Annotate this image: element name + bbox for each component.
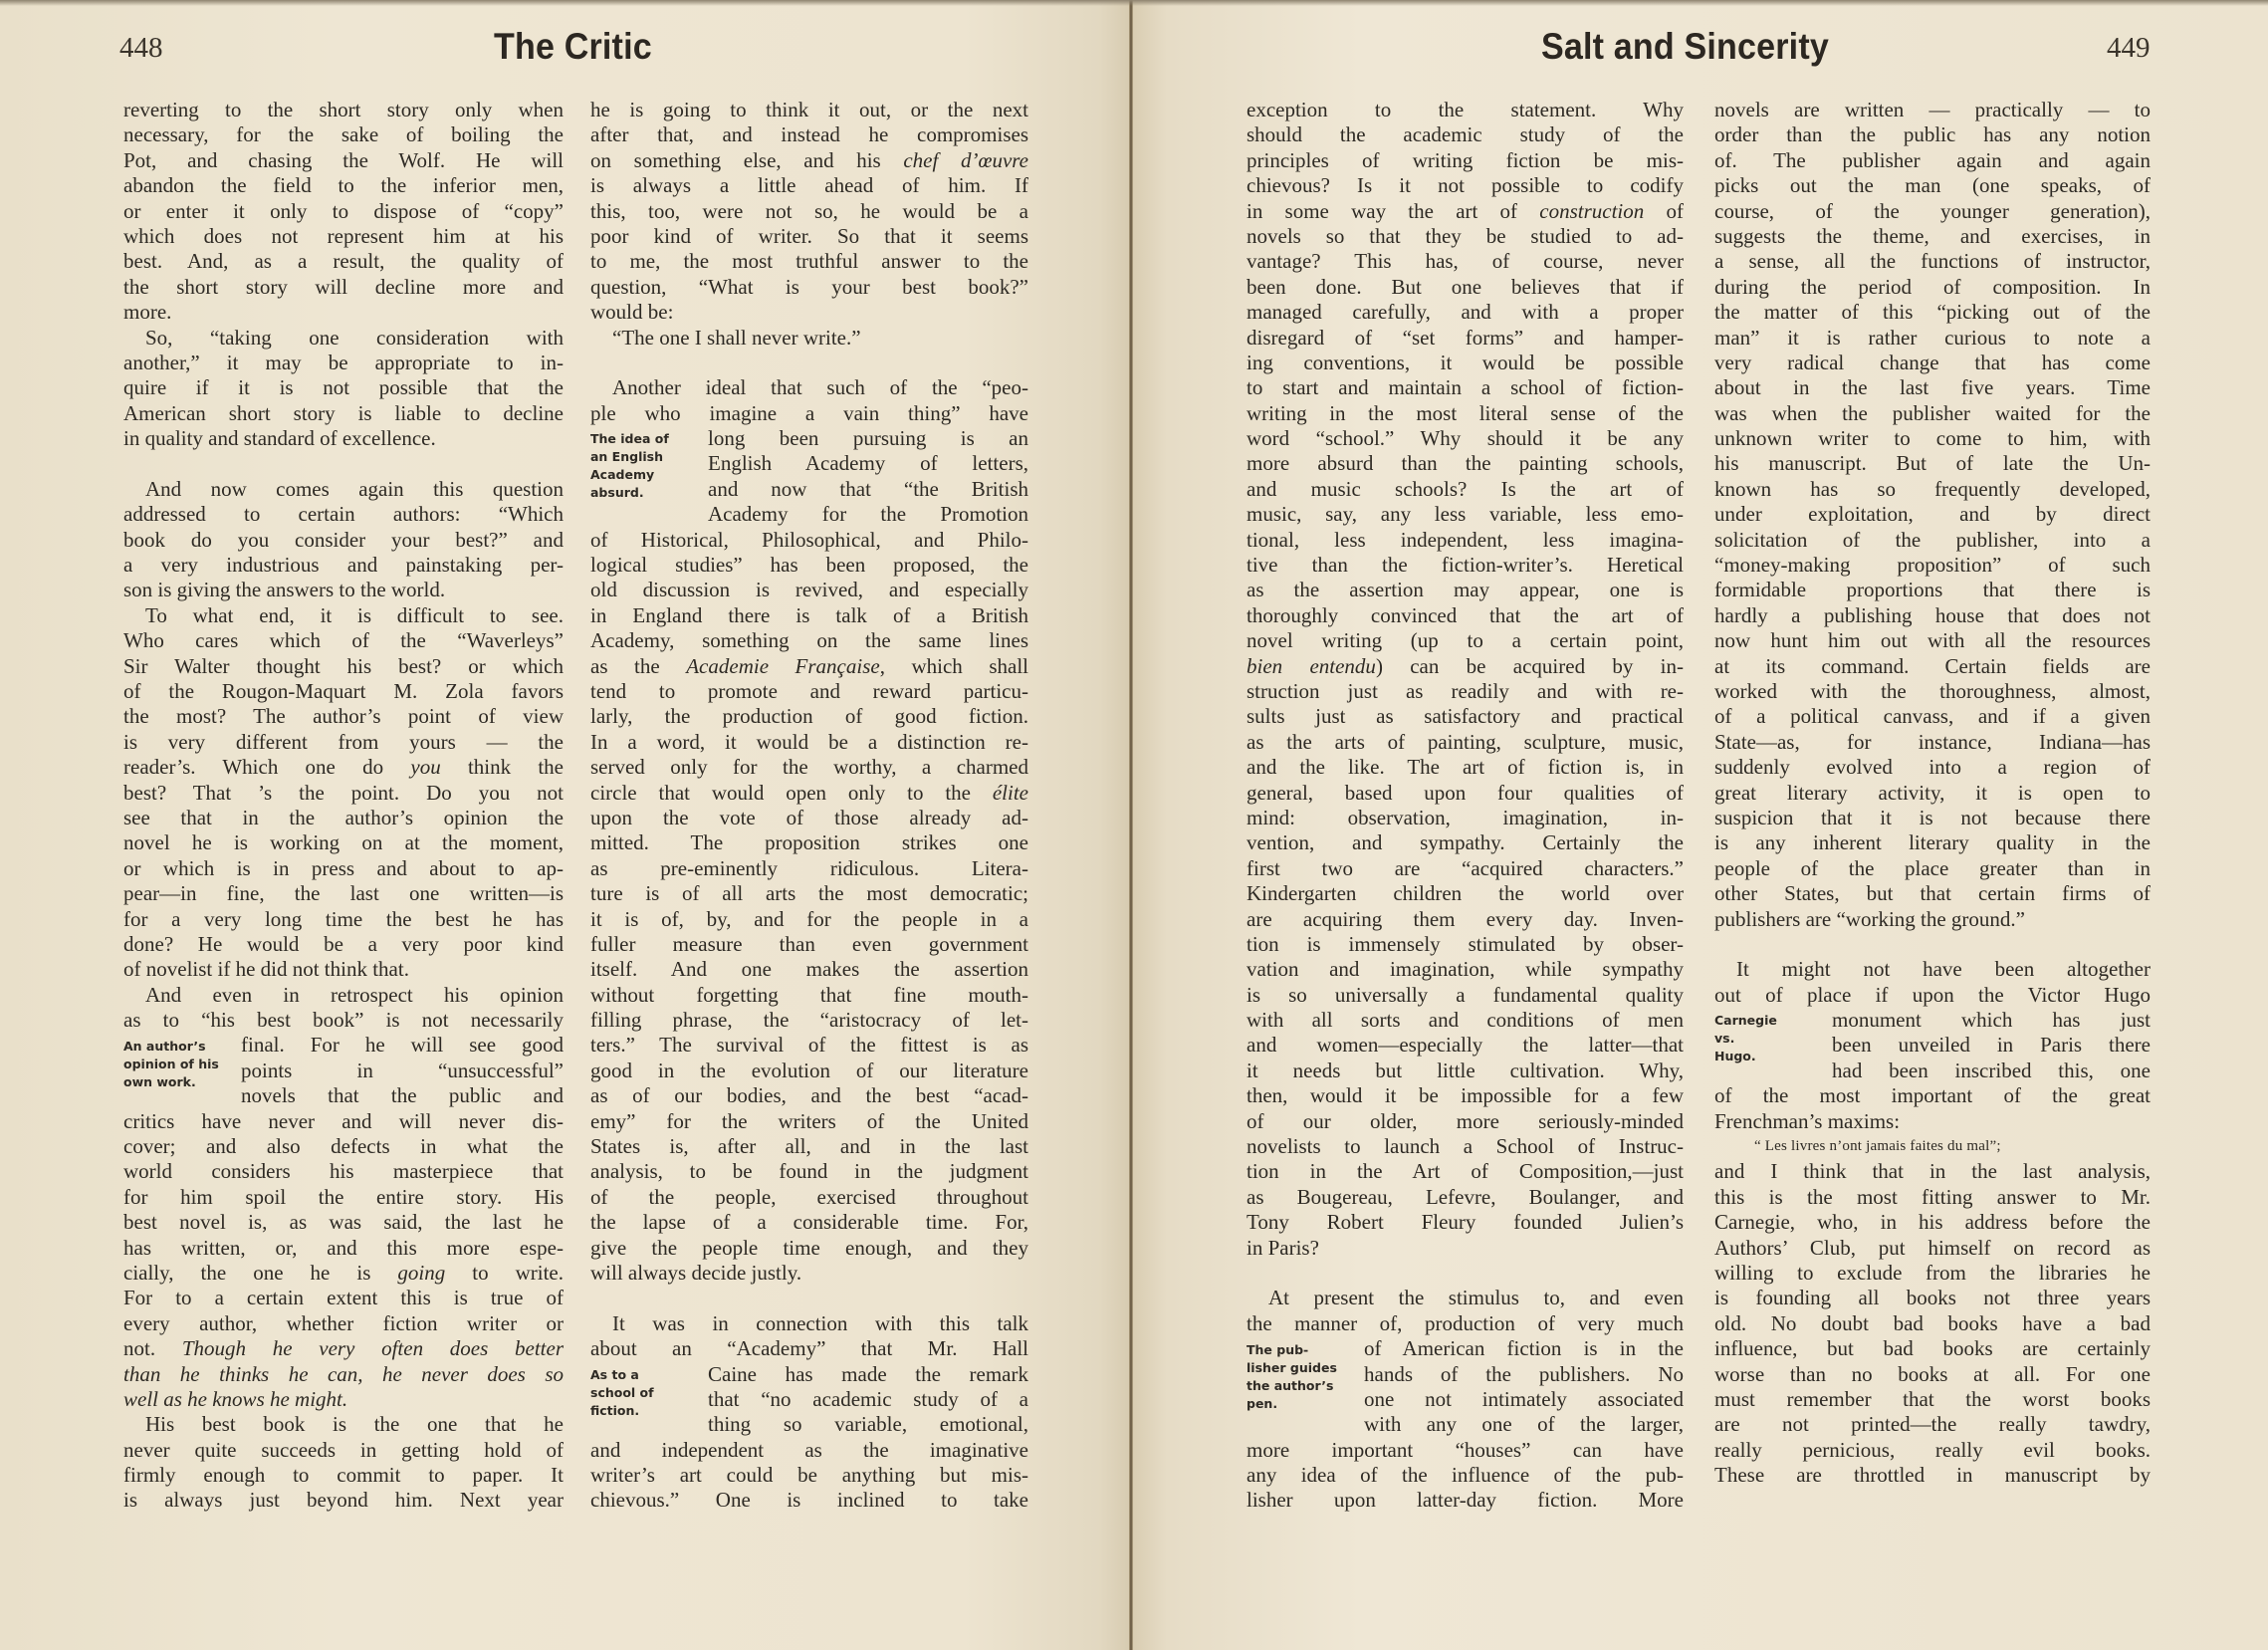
text-line: the matter of this “picking out of the bbox=[1714, 300, 2151, 325]
text-line: this, too, were not so, he would be a bbox=[590, 198, 1028, 223]
text-line: Academy, something on the same lines bbox=[590, 628, 1028, 653]
margin-sidenote bbox=[590, 430, 669, 502]
text-line: been unveiled in Paris there bbox=[1832, 1033, 2151, 1058]
text-line: reverting to the short story only when bbox=[123, 98, 564, 121]
text-line: and I think that in the last analysis, bbox=[1714, 1159, 2151, 1184]
text-line: as to “his best book” is not necessarily bbox=[123, 1008, 564, 1033]
text-line bbox=[123, 1362, 564, 1387]
text-line: publishers are “working the ground.” bbox=[1714, 906, 2025, 931]
text-line: novel writing (up to a certain point, bbox=[1247, 628, 1684, 653]
text-line: more absurd than the painting schools, bbox=[1247, 451, 1684, 476]
text-line: Sir Walter thought his best? or which bbox=[123, 653, 564, 678]
text-line: very radical change that has come bbox=[1714, 350, 2151, 374]
page-number-left: 448 bbox=[119, 32, 163, 64]
text-line: one not intimately associated bbox=[1364, 1386, 1684, 1411]
text-line: good in the evolution of our literature bbox=[590, 1058, 1028, 1082]
text-line: is founding all books not three years bbox=[1714, 1286, 2151, 1310]
text-line: of the most important of the great bbox=[1714, 1083, 2151, 1108]
text-line: influence, but bad books are certainly bbox=[1714, 1336, 2151, 1361]
text-line: the most? The author’s point of view bbox=[123, 704, 564, 729]
text-line: tive than the fiction-writer’s. Heretical bbox=[1247, 553, 1684, 578]
text-line: the lapse of a considerable time. For, bbox=[590, 1210, 1028, 1235]
text-line: and independent as the imaginative bbox=[590, 1437, 1028, 1462]
text-line: willing to exclude from the libraries he bbox=[1714, 1260, 2151, 1285]
paragraph-break bbox=[590, 1286, 1028, 1310]
text-line: not. Though he very often does better bbox=[123, 1336, 564, 1361]
text-line: tend to promote and reward particu- bbox=[590, 678, 1028, 703]
text-line: any idea of the influence of the pub- bbox=[1247, 1463, 1684, 1488]
text-line: about in the last five years. Time bbox=[1714, 375, 2151, 400]
text-line: addressed to certain authors: “Which bbox=[123, 502, 564, 527]
text-line: with all sorts and conditions of men bbox=[1247, 1008, 1684, 1033]
text-column bbox=[590, 98, 1028, 1514]
text-line: quire if it is not possible that the bbox=[123, 375, 564, 400]
text-line: served only for the worthy, a charmed bbox=[590, 755, 1028, 780]
text-line: in some way the art of construction of bbox=[1247, 198, 1684, 223]
text-line: And now comes again this question bbox=[145, 476, 564, 501]
text-line: “money-making proposition” of such bbox=[1714, 553, 2151, 578]
italic-text: Though he very often does better bbox=[181, 1336, 564, 1361]
text-line: it needs but little cultivation. Why, bbox=[1247, 1058, 1684, 1082]
text-line: managed carefully, and with a proper bbox=[1247, 300, 1684, 325]
text-line bbox=[123, 1387, 564, 1412]
text-line: general, based upon four qualities of bbox=[1247, 780, 1684, 805]
text-line: of the people, exercised throughout bbox=[590, 1184, 1028, 1209]
text-line: Academy for the Promotion bbox=[708, 502, 1028, 527]
text-line: as the Academie Française, which shall bbox=[590, 653, 1028, 678]
text-line: under exploitation, and by direct bbox=[1714, 502, 2151, 527]
text-line: In a word, it would be a distinction re- bbox=[590, 729, 1028, 754]
text-line: Caine has made the remark bbox=[708, 1361, 1028, 1386]
text-line: in quality and standard of excellence. bbox=[123, 426, 436, 451]
text-line: Carnegie, who, in his address before the bbox=[1714, 1210, 2151, 1235]
text-line: course, of the younger generation), bbox=[1714, 198, 2151, 223]
text-line: or enter it only to dispose of “copy” bbox=[123, 198, 564, 223]
text-line: it is of, by, and for the people in a bbox=[590, 906, 1028, 931]
page-number-right: 449 bbox=[2107, 32, 2151, 64]
text-line: States is, after all, and in the last bbox=[590, 1134, 1028, 1159]
sidenote-line: vs. bbox=[1714, 1031, 1735, 1047]
text-line: English Academy of letters, bbox=[708, 451, 1028, 476]
text-line: the manner of, production of very much bbox=[1247, 1310, 1684, 1335]
text-line: is always a little ahead of him. If bbox=[590, 173, 1028, 198]
text-line: are acquiring them every day. Inven- bbox=[1247, 906, 1684, 931]
text-line: book do you consider your best?” and bbox=[123, 527, 564, 552]
text-line: fuller measure than even government bbox=[590, 931, 1028, 956]
text-line: chievous? Is it not possible to codify bbox=[1247, 173, 1684, 198]
text-line: It was in connection with this talk bbox=[612, 1310, 1028, 1335]
text-line: ture is of all arts the most democratic; bbox=[590, 881, 1028, 906]
sidenote-line: An author’s bbox=[123, 1038, 206, 1054]
margin-sidenote bbox=[1714, 1012, 1777, 1065]
margin-sidenote bbox=[123, 1038, 219, 1091]
sidenote-line: an English bbox=[590, 449, 663, 465]
italic-text: you bbox=[410, 755, 441, 780]
running-head-right: Salt and Sincerity bbox=[1541, 26, 1829, 67]
italic-text: going bbox=[397, 1260, 446, 1285]
margin-sidenote bbox=[590, 1366, 654, 1420]
text-line: poor kind of writer. So that it seems bbox=[590, 223, 1028, 248]
text-line: tion is immensely stimulated by obser- bbox=[1247, 931, 1684, 956]
text-line: At present the stimulus to, and even bbox=[1268, 1286, 1684, 1310]
text-line: novels are written — practically — to bbox=[1714, 98, 2151, 121]
sidenote-line: pen. bbox=[1247, 1395, 1278, 1411]
text-line: suspicion that it is not because there bbox=[1714, 805, 2151, 829]
text-line: novels so that they be studied to ad- bbox=[1247, 223, 1684, 248]
text-line: would be: bbox=[590, 300, 674, 325]
text-line: ing conventions, it would be possible bbox=[1247, 350, 1684, 374]
text-line: itself. And one makes the assertion bbox=[590, 957, 1028, 982]
text-line: lisher upon latter-day fiction. More bbox=[1247, 1488, 1684, 1513]
text-line: “The one I shall never write.” bbox=[612, 325, 861, 350]
text-line: which does not represent him at his bbox=[123, 223, 564, 248]
text-line: of a political canvass, and if a given bbox=[1714, 704, 2151, 729]
text-line: without forgetting that fine mouth- bbox=[590, 982, 1028, 1007]
text-line: to start and maintain a school of fiction- bbox=[1247, 375, 1684, 400]
text-line: will always decide justly. bbox=[590, 1260, 802, 1285]
text-line: novelists to launch a School of Instruc- bbox=[1247, 1134, 1684, 1159]
text-line: word “school.” Why should it be any bbox=[1247, 426, 1684, 451]
text-line: as the arts of painting, sculpture, music, bbox=[1247, 729, 1684, 754]
sidenote-line: fiction. bbox=[590, 1403, 640, 1418]
text-line: his manuscript. But of late the Un- bbox=[1714, 451, 2151, 476]
sidenote-line: opinion of his bbox=[123, 1056, 219, 1071]
text-line: of. The publisher again and again bbox=[1714, 147, 2151, 172]
text-line: analysis, to be found in the judgment bbox=[590, 1159, 1028, 1184]
running-head-left: The Critic bbox=[494, 26, 652, 67]
text-line: old discussion is revived, and especially bbox=[590, 578, 1028, 602]
text-line: see that in the author’s opinion the bbox=[123, 805, 564, 829]
text-line: give the people time enough, and they bbox=[590, 1235, 1028, 1260]
text-line: for him spoil the entire story. His bbox=[123, 1184, 564, 1209]
text-line: more. bbox=[123, 300, 172, 325]
text-line: suddenly evolved into a region of bbox=[1714, 755, 2151, 780]
text-line: had been inscribed this, one bbox=[1832, 1058, 2151, 1082]
sidenote-line: school of bbox=[590, 1385, 654, 1400]
sidenote-line: The pub- bbox=[1247, 1341, 1309, 1357]
text-line: Another ideal that such of the “peo- bbox=[612, 375, 1028, 400]
text-line: suggests the theme, and exercises, in bbox=[1714, 223, 2151, 248]
text-line: vention, and sympathy. Certainly the bbox=[1247, 830, 1684, 855]
text-line: a very industrious and painstaking per- bbox=[123, 553, 564, 578]
text-line: Tony Robert Fleury founded Julien’s bbox=[1247, 1210, 1684, 1235]
text-line: is always just beyond him. Next year bbox=[123, 1488, 564, 1513]
text-line: great literary activity, it is open to bbox=[1714, 780, 2151, 805]
text-line: It might not have been altogether bbox=[1736, 957, 2151, 982]
text-line: of the Rougon-Maquart M. Zola favors bbox=[123, 678, 564, 703]
text-line: Frenchman’s maxims: bbox=[1714, 1108, 1901, 1133]
text-line: best. And, as a result, the quality of bbox=[123, 249, 564, 274]
text-line: was when the publisher waited for the bbox=[1714, 400, 2151, 425]
text-line: worked with the thoroughness, almost, bbox=[1714, 678, 2151, 703]
text-line: of our older, more seriously-minded bbox=[1247, 1108, 1684, 1133]
italic-text: élite bbox=[992, 780, 1028, 805]
text-line: Pot, and chasing the Wolf. He will bbox=[123, 147, 564, 172]
text-line: best novel is, as was said, the last he bbox=[123, 1210, 564, 1235]
text-line: ple who imagine a vain thing” have bbox=[590, 400, 1028, 425]
paragraph-break bbox=[1714, 932, 2151, 957]
text-line: State—as, for instance, Indiana—has bbox=[1714, 729, 2151, 754]
text-column bbox=[1247, 98, 1684, 1514]
text-line: that “no academic study of a bbox=[708, 1386, 1028, 1411]
text-line: is any inherent literary quality in the bbox=[1714, 830, 2151, 855]
text-line: question, “What is your best book?” bbox=[590, 274, 1028, 299]
text-line: So, “taking one consideration with bbox=[145, 325, 564, 350]
text-line: world considers his masterpiece that bbox=[123, 1159, 564, 1184]
text-line: Authors’ Club, put himself on record as bbox=[1714, 1235, 2151, 1260]
text-line: mitted. The proposition strikes one bbox=[590, 830, 1028, 855]
text-line: And even in retrospect his opinion bbox=[145, 982, 564, 1007]
text-line: struction just as readily and with re- bbox=[1247, 678, 1684, 703]
italic-text: than he thinks he can, he never does so bbox=[123, 1361, 564, 1386]
text-line: long been pursuing is an bbox=[708, 426, 1028, 451]
text-line: upon the vote of those already ad- bbox=[590, 805, 1028, 829]
text-line: American short story is liable to decline bbox=[123, 400, 564, 425]
text-line: of American fiction is in the bbox=[1364, 1336, 1684, 1361]
sidenote-line: absurd. bbox=[590, 485, 644, 501]
text-line: out of place if upon the Victor Hugo bbox=[1714, 982, 2151, 1007]
text-line: cially, the one he is going to write. bbox=[123, 1260, 565, 1285]
text-line: For to a certain extent this is true of bbox=[123, 1286, 564, 1310]
text-line: points in “unsuccessful” bbox=[241, 1058, 564, 1082]
text-line: exception to the statement. Why bbox=[1247, 98, 1684, 121]
text-line: the short story will decline more and bbox=[123, 274, 564, 299]
text-line: of novelist if he did not think that. bbox=[123, 957, 409, 982]
text-line: music, say, any less variable, less emo- bbox=[1247, 502, 1684, 527]
text-line: ters.” The survival of the fittest is as bbox=[590, 1033, 1028, 1058]
text-line: during the period of composition. In bbox=[1714, 274, 2151, 299]
text-line: should the academic study of the bbox=[1247, 122, 1684, 147]
text-line: old. No doubt bad books have a bad bbox=[1714, 1310, 2151, 1335]
text-line: and music schools? Is the art of bbox=[1247, 476, 1684, 501]
text-line: thing so variable, emotional, bbox=[708, 1412, 1028, 1437]
text-line: writer’s art could be anything but mis- bbox=[590, 1463, 1028, 1488]
text-line: picks out the man (one speaks, of bbox=[1714, 173, 2151, 198]
paragraph-break bbox=[590, 351, 1028, 375]
text-column bbox=[1714, 98, 2151, 1488]
text-line: never quite succeeds in getting hold of bbox=[123, 1437, 564, 1462]
text-line: circle that would open only to the élite bbox=[590, 780, 1028, 805]
text-line: To what end, it is difficult to see. bbox=[145, 602, 564, 627]
text-line: filling phrase, the “aristocracy of let- bbox=[590, 1008, 1028, 1033]
text-line: larly, the production of good fiction. bbox=[590, 704, 1028, 729]
text-line: done? He would be a very poor kind bbox=[123, 931, 564, 956]
text-line: has written, or, and this more espe- bbox=[123, 1235, 564, 1260]
text-line: tional, less independent, less imagina- bbox=[1247, 527, 1684, 552]
text-line: sults just as satisfactory and practical bbox=[1247, 704, 1684, 729]
text-line: as Bougereau, Lefevre, Boulanger, and bbox=[1247, 1184, 1684, 1209]
text-line: must remember that the worst books bbox=[1714, 1386, 2151, 1411]
text-line: son is giving the answers to the world. bbox=[123, 578, 446, 602]
text-line: bien entendu) can be acquired by in- bbox=[1247, 653, 1684, 678]
text-line: in England there is talk of a British bbox=[590, 602, 1028, 627]
text-line: order than the public has any notion bbox=[1714, 122, 2151, 147]
text-line: another,” it may be appropriate to in- bbox=[123, 350, 564, 374]
sidenote-line: The idea of bbox=[590, 431, 669, 447]
text-line: tion in the Art of Composition,—just bbox=[1247, 1159, 1684, 1184]
text-line: hardly a publishing house that does not bbox=[1714, 602, 2151, 627]
text-column bbox=[123, 98, 564, 1514]
text-line: emy” for the writers of the United bbox=[590, 1108, 1028, 1133]
text-line: His best book is the one that he bbox=[145, 1412, 564, 1437]
text-line: vation and imagination, while sympathy bbox=[1247, 957, 1684, 982]
text-line: necessary, for the sake of boiling the bbox=[123, 122, 564, 147]
text-line: other States, but that certain firms of bbox=[1714, 881, 2151, 906]
sidenote-line: Carnegie bbox=[1714, 1013, 1777, 1029]
text-line: as pre-eminently ridiculous. Litera- bbox=[590, 855, 1028, 880]
text-line: mind: observation, imagination, in- bbox=[1247, 805, 1684, 829]
text-line: is so universally a fundamental quality bbox=[1247, 982, 1684, 1007]
text-line: on something else, and his chef d’œuvre bbox=[590, 147, 1028, 172]
text-line: best? That ’s the point. Do you not bbox=[123, 780, 564, 805]
text-line: pear—in fine, the last one written—is bbox=[123, 881, 564, 906]
text-line: are not printed—the really tawdry, bbox=[1714, 1412, 2151, 1437]
text-line: cover; and also defects in what the bbox=[123, 1134, 564, 1159]
text-line: of Historical, Philosophical, and Philo- bbox=[590, 527, 1028, 552]
text-line: and the like. The art of fiction is, in bbox=[1247, 755, 1684, 780]
text-line: firmly enough to commit to paper. It bbox=[123, 1463, 564, 1488]
margin-sidenote bbox=[1247, 1341, 1337, 1413]
text-line: formidable proportions that there is bbox=[1714, 578, 2151, 602]
text-line: more important “houses” can have bbox=[1247, 1437, 1684, 1462]
sidenote-line: the author’s bbox=[1247, 1377, 1334, 1393]
text-line: with any one of the larger, bbox=[1364, 1412, 1684, 1437]
text-line: known has so frequently developed, bbox=[1714, 476, 2151, 501]
text-line: man” it is rather curious to note a bbox=[1714, 325, 2151, 350]
text-line: a sense, all the functions of instructor, bbox=[1714, 249, 2151, 274]
text-line: abandon the field to the inferior men, bbox=[123, 173, 564, 198]
sidenote-line: Academy bbox=[590, 467, 655, 483]
text-line: at its command. Certain fields are bbox=[1714, 653, 2151, 678]
text-line: novel he is working on at the moment, bbox=[123, 830, 564, 855]
text-line: as the assertion may appear, one is bbox=[1247, 578, 1684, 602]
paragraph-break bbox=[1247, 1261, 1684, 1286]
text-line: after that, and instead he compromises bbox=[590, 122, 1028, 147]
italic-text: well as he knows he might. bbox=[123, 1386, 348, 1411]
text-line: then, would it be impossible for a few bbox=[1247, 1083, 1684, 1108]
text-line: to me, the most truthful answer to the bbox=[590, 249, 1028, 274]
sidenote-line: own work. bbox=[123, 1073, 196, 1089]
text-line: These are throttled in manuscript by bbox=[1714, 1463, 2151, 1488]
text-line: disregard of “set forms” and hamper- bbox=[1247, 325, 1684, 350]
text-line: about an “Academy” that Mr. Hall bbox=[590, 1336, 1028, 1361]
sidenote-line: lisher guides bbox=[1247, 1359, 1337, 1375]
text-line: and now that “the British bbox=[708, 476, 1028, 501]
text-line: unknown writer to come to him, with bbox=[1714, 426, 2151, 451]
text-line: writing in the most literal sense of the bbox=[1247, 400, 1684, 425]
text-line: he is going to think it out, or the next bbox=[590, 98, 1028, 121]
text-line: every author, whether fiction writer or bbox=[123, 1310, 564, 1335]
text-line: is very different from yours — the bbox=[123, 729, 564, 754]
text-line: and women—especially the latter—that bbox=[1247, 1033, 1684, 1058]
text-line: monument which has just bbox=[1832, 1008, 2151, 1033]
text-line: chievous.” One is inclined to take bbox=[590, 1488, 1028, 1513]
text-line: logical studies” has been proposed, the bbox=[590, 553, 1028, 578]
text-line: people of the place greater than in bbox=[1714, 855, 2151, 880]
text-line: really pernicious, really evil books. bbox=[1714, 1437, 2151, 1462]
book-gutter bbox=[1129, 0, 1133, 1650]
page-top-edge bbox=[0, 0, 2268, 6]
sidenote-line: As to a bbox=[590, 1367, 639, 1382]
text-line: Kindergarten children the world over bbox=[1247, 881, 1684, 906]
text-line: as of our bodies, and the best “acad- bbox=[590, 1083, 1028, 1108]
text-line: solicitation of the publisher, into a bbox=[1714, 527, 2151, 552]
text-line: for a very long time the best he has bbox=[123, 906, 564, 931]
sidenote-line: Hugo. bbox=[1714, 1049, 1756, 1064]
text-line: been done. But one believes that if bbox=[1247, 274, 1684, 299]
text-line: Who cares which of the “Waverleys” bbox=[123, 628, 564, 653]
text-line: this is the most fitting answer to Mr. bbox=[1714, 1184, 2151, 1209]
text-line: “ Les livres n’ont jamais faites du mal”; bbox=[1754, 1138, 2001, 1155]
text-line: reader’s. Which one do you think the bbox=[123, 755, 565, 780]
text-line: now hunt him out with all the resources bbox=[1714, 628, 2151, 653]
text-line: novels that the public and bbox=[241, 1083, 564, 1108]
italic-text: Academie Française bbox=[686, 653, 880, 678]
text-line: thoroughly convinced that the art of bbox=[1247, 602, 1684, 627]
text-line: or which is in press and about to ap- bbox=[123, 855, 564, 880]
paragraph-break bbox=[123, 451, 564, 476]
text-line: principles of writing fiction be mis- bbox=[1247, 147, 1684, 172]
text-line: first two are “acquired characters.” bbox=[1247, 855, 1684, 880]
italic-text: chef d’œuvre bbox=[903, 147, 1028, 172]
italic-text: construction bbox=[1539, 198, 1645, 223]
italic-text: bien entendu bbox=[1247, 653, 1376, 678]
text-line: vantage? This has, of course, never bbox=[1247, 249, 1684, 274]
text-line: critics have never and will never dis- bbox=[123, 1108, 564, 1133]
text-line: worse than no books at all. For one bbox=[1714, 1361, 2151, 1386]
text-line: final. For he will see good bbox=[241, 1033, 564, 1058]
text-line: in Paris? bbox=[1247, 1235, 1319, 1260]
text-line: hands of the publishers. No bbox=[1364, 1361, 1684, 1386]
